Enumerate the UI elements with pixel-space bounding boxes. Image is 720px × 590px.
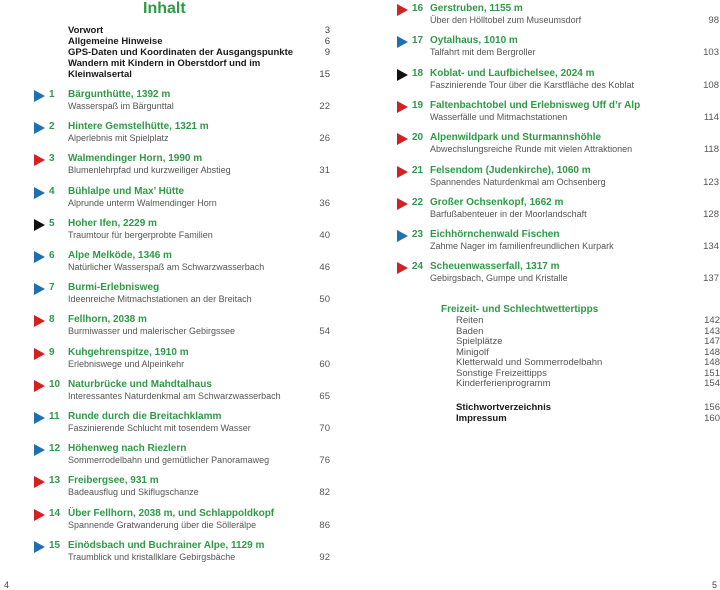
tour-page: 26 (319, 133, 330, 145)
tour-number: 18 (412, 67, 424, 79)
tour-subtitle: Wasserfälle und Mitmachstationen (430, 111, 568, 122)
tip-item[interactable]: Spielplätze 147 (456, 336, 720, 347)
tour-subtitle: Blumenlehrpfad und kurzweiliger Abstieg (68, 165, 231, 176)
tour-number: 3 (49, 153, 55, 165)
index-item-stichwort[interactable]: Stichwortverzeichnis 156 (456, 402, 720, 413)
difficulty-arrow-icon (34, 348, 45, 360)
tour-page: 92 (319, 551, 330, 563)
difficulty-arrow-icon (397, 101, 408, 113)
tip-item[interactable]: Kletterwald und Sommerrodelbahn 148 (456, 357, 720, 368)
index-item-impressum[interactable]: Impressum 160 (456, 413, 720, 424)
tour-number: 24 (412, 261, 424, 273)
tour-page: 86 (319, 519, 330, 531)
tour-entry[interactable] (397, 100, 719, 128)
tour-entry[interactable] (34, 475, 330, 503)
tour-subtitle: Faszinierende Schlucht mit tosendem Wasser (68, 423, 251, 433)
page-number-left: 4 (4, 580, 10, 590)
tour-number: 21 (412, 164, 424, 176)
tour-page: 31 (319, 165, 330, 177)
tour-name: Bühlalpe und Max’ Hütte (68, 185, 185, 197)
intro-item-gps[interactable]: GPS-Daten und Koordinaten der Ausgangspunkte 9 (68, 47, 330, 58)
tour-entry[interactable] (34, 411, 330, 439)
tour-entry[interactable] (397, 35, 719, 63)
tour-entry[interactable] (397, 197, 719, 225)
tour-number: 16 (412, 3, 424, 14)
tour-page: 54 (319, 326, 330, 338)
tour-name: Burmi-Erlebnisweg (68, 282, 160, 294)
difficulty-arrow-icon (34, 154, 45, 166)
tour-name: Bärgunthütte, 1392 m (68, 89, 171, 100)
tips-title: Freizeit- und Schlechtwettertipps (441, 304, 599, 315)
tour-number: 10 (49, 378, 61, 390)
difficulty-arrow-icon (397, 166, 408, 178)
difficulty-arrow-icon (34, 315, 45, 327)
difficulty-arrow-icon (397, 198, 408, 210)
tour-page: 123 (703, 176, 719, 188)
tour-number: 2 (49, 121, 55, 133)
tour-subtitle: Ideenreiche Mitmachstationen an der Breitach (68, 294, 252, 305)
difficulty-arrow-icon (34, 444, 45, 456)
tour-number: 12 (49, 443, 61, 455)
tour-number: 15 (49, 539, 61, 551)
tour-subtitle: Alprunde unterm Walmendinger Horn (68, 197, 217, 208)
tour-subtitle: Interessantes Naturdenkmal am Schwarzwasserbach (68, 390, 281, 401)
tip-item[interactable]: Minigolf 148 (456, 346, 720, 358)
tour-page: 114 (703, 111, 719, 123)
tour-subtitle: Sommerrodelbahn und gemütlicher Panoramaweg (68, 455, 270, 466)
tour-page: 76 (319, 455, 330, 467)
tour-entry[interactable] (34, 443, 330, 471)
tour-entry[interactable] (397, 261, 719, 289)
tour-number: 4 (49, 185, 55, 197)
tour-name: Walmendinger Horn, 1990 m (68, 153, 203, 165)
tour-page: 137 (703, 273, 719, 285)
tour-name: Fellhorn, 2038 m (68, 314, 147, 326)
tour-entry[interactable] (397, 229, 719, 257)
tour-page: 103 (703, 47, 719, 59)
difficulty-arrow-icon (34, 380, 45, 392)
difficulty-arrow-icon (397, 4, 408, 16)
difficulty-arrow-icon (34, 541, 45, 553)
tour-page: 98 (708, 15, 719, 26)
tour-number: 19 (412, 99, 424, 111)
tour-subtitle: Erlebniswege und Alpeinkehr (68, 358, 185, 369)
tour-page: 60 (319, 358, 330, 370)
tour-subtitle: Burmiwasser und malerischer Gebirgssee (68, 326, 236, 337)
tour-page: 82 (319, 487, 330, 499)
difficulty-arrow-icon (34, 251, 45, 263)
tour-entry[interactable] (34, 508, 330, 536)
tour-subtitle: Spannendes Naturdenkmal am Ochsenberg (430, 176, 606, 187)
tour-subtitle: Natürlicher Wasserspaß am Schwarzwasserbach (68, 262, 265, 272)
intro-item-hinweise[interactable]: Allgemeine Hinweise 6 (68, 36, 330, 47)
tour-number: 13 (49, 475, 61, 487)
tour-subtitle: Traumblick und kristallklare Gebirgsbäche (68, 551, 236, 562)
difficulty-arrow-icon (34, 476, 45, 488)
tour-number: 17 (412, 35, 424, 47)
tour-name: Runde durch die Breitachklamm (68, 411, 222, 422)
tour-number: 11 (49, 411, 60, 422)
page-title: Inhalt (143, 0, 186, 17)
index-list (456, 402, 720, 424)
tour-entry[interactable] (34, 250, 330, 278)
tour-entry[interactable] (34, 540, 330, 568)
tour-name: Großer Ochsenkopf, 1662 m (430, 196, 564, 208)
difficulty-arrow-icon (34, 283, 45, 295)
tour-entry[interactable] (397, 3, 719, 31)
tour-number: 5 (49, 217, 55, 229)
tip-item[interactable]: Reiten 142 (456, 315, 720, 326)
tour-entry[interactable] (397, 68, 719, 96)
tour-name: Hoher Ifen, 2229 m (68, 217, 157, 229)
tour-name: Über Fellhorn, 2038 m, und Schlappoldkopf (68, 507, 275, 519)
tour-number: 8 (49, 314, 55, 326)
tour-entry[interactable] (34, 89, 330, 117)
tour-subtitle: Talfahrt mit dem Bergroller (430, 47, 536, 58)
tour-subtitle: Zahme Nager im familienfreundlichen Kurpark (430, 241, 614, 252)
intro-list (68, 25, 330, 80)
tour-subtitle: Abwechslungsreiche Runde mit vielen Attraktionen (430, 144, 633, 155)
difficulty-arrow-icon (34, 509, 45, 521)
tour-name: Höhenweg nach Riezlern (68, 443, 187, 455)
tour-number: 9 (49, 346, 55, 358)
tour-name: Hintere Gemstelhütte, 1321 m (68, 121, 209, 133)
tip-item[interactable]: Sonstige Freizeittipps 151 (456, 367, 720, 379)
tour-subtitle: Badeausflug und Skiflugschanze (68, 487, 199, 498)
tour-name: Freibergsee, 931 m (68, 475, 159, 487)
tour-page: 118 (703, 144, 719, 156)
tour-entry[interactable] (34, 314, 330, 342)
tour-name: Gerstruben, 1155 m (430, 3, 523, 14)
tour-subtitle: Über den Hölltobel zum Museumsdorf (430, 15, 582, 25)
tour-subtitle: Faszinierende Tour über die Karstfläche des Koblat (430, 79, 634, 90)
difficulty-arrow-icon (34, 187, 45, 199)
intro-item-vorwort[interactable]: Vorwort 3 (68, 25, 330, 36)
tour-name: Naturbrücke und Mahdtalhaus (68, 378, 212, 390)
tour-page: 36 (319, 197, 330, 209)
difficulty-arrow-icon (397, 36, 408, 48)
tour-page: 70 (319, 423, 330, 434)
tour-subtitle: Alperlebnis mit Spielplatz (68, 133, 169, 144)
tour-page: 65 (319, 390, 330, 402)
tour-number: 22 (412, 196, 424, 208)
tour-subtitle: Gebirgsbach, Gumpe und Kristalle (430, 273, 568, 284)
tour-name: Eichhörnchenwald Fischen (430, 229, 560, 241)
tour-number: 1 (49, 89, 55, 100)
tour-number: 20 (412, 132, 424, 144)
tour-entry[interactable] (34, 282, 330, 310)
tour-name: Kuhgehrenspitze, 1910 m (68, 346, 189, 358)
intro-item-kinder[interactable]: Wandern mit Kindern in Oberstdorf und im Kleinwalsertal 15 (68, 58, 330, 80)
tour-name: Oytalhaus, 1010 m (430, 35, 518, 47)
tour-subtitle: Wasserspaß im Bärgunttal (68, 101, 174, 111)
tour-page: 128 (703, 208, 719, 220)
tour-name: Faltenbachtobel und Erlebnisweg Uff d’r Alp (430, 99, 641, 111)
tour-number: 14 (49, 507, 61, 519)
tip-item[interactable]: Baden 143 (456, 325, 720, 337)
tour-name: Scheuenwasserfall, 1317 m (430, 261, 560, 273)
tour-page: 108 (703, 79, 719, 91)
tour-page: 46 (319, 262, 330, 273)
tour-page: 22 (319, 101, 330, 112)
difficulty-arrow-icon (397, 230, 408, 242)
page-number-right: 5 (712, 580, 718, 590)
tour-entry[interactable] (397, 165, 719, 193)
tour-entry[interactable] (34, 379, 330, 407)
difficulty-arrow-icon (397, 133, 408, 145)
difficulty-arrow-icon (34, 90, 45, 102)
tour-subtitle: Barfußabenteuer in der Moorlandschaft (430, 208, 587, 219)
tour-name: Alpe Melköde, 1346 m (68, 250, 172, 261)
tour-subtitle: Spannende Gratwanderung über die Söllerälpe (68, 519, 257, 530)
difficulty-arrow-icon (34, 122, 45, 134)
tour-entry[interactable] (34, 186, 330, 214)
tour-number: 23 (412, 229, 424, 241)
tour-entry[interactable] (397, 132, 719, 160)
tour-name: Alpenwildpark und Sturmannshöhle (430, 132, 602, 144)
tour-name: Koblat- und Laufbichelsee, 2024 m (430, 67, 595, 79)
tips-list (456, 316, 720, 390)
tour-entry[interactable] (34, 121, 330, 149)
tour-page: 50 (319, 294, 330, 306)
difficulty-arrow-icon (397, 262, 408, 274)
tour-entry[interactable] (34, 347, 330, 375)
tour-page: 134 (703, 241, 719, 253)
difficulty-arrow-icon (397, 69, 408, 81)
tour-number: 6 (49, 250, 55, 261)
difficulty-arrow-icon (34, 219, 45, 231)
tour-subtitle: Traumtour für bergerprobte Familien (68, 229, 213, 240)
difficulty-arrow-icon (34, 412, 45, 424)
tour-entry[interactable] (34, 153, 330, 181)
tip-item[interactable]: Kinderferienprogramm 154 (456, 378, 720, 389)
tour-entry[interactable] (34, 218, 330, 246)
tour-number: 7 (49, 282, 55, 294)
tour-page: 40 (319, 229, 330, 241)
tour-name: Felsendom (Judenkirche), 1060 m (430, 164, 591, 176)
tour-name: Einödsbach und Buchrainer Alpe, 1129 m (68, 539, 265, 551)
